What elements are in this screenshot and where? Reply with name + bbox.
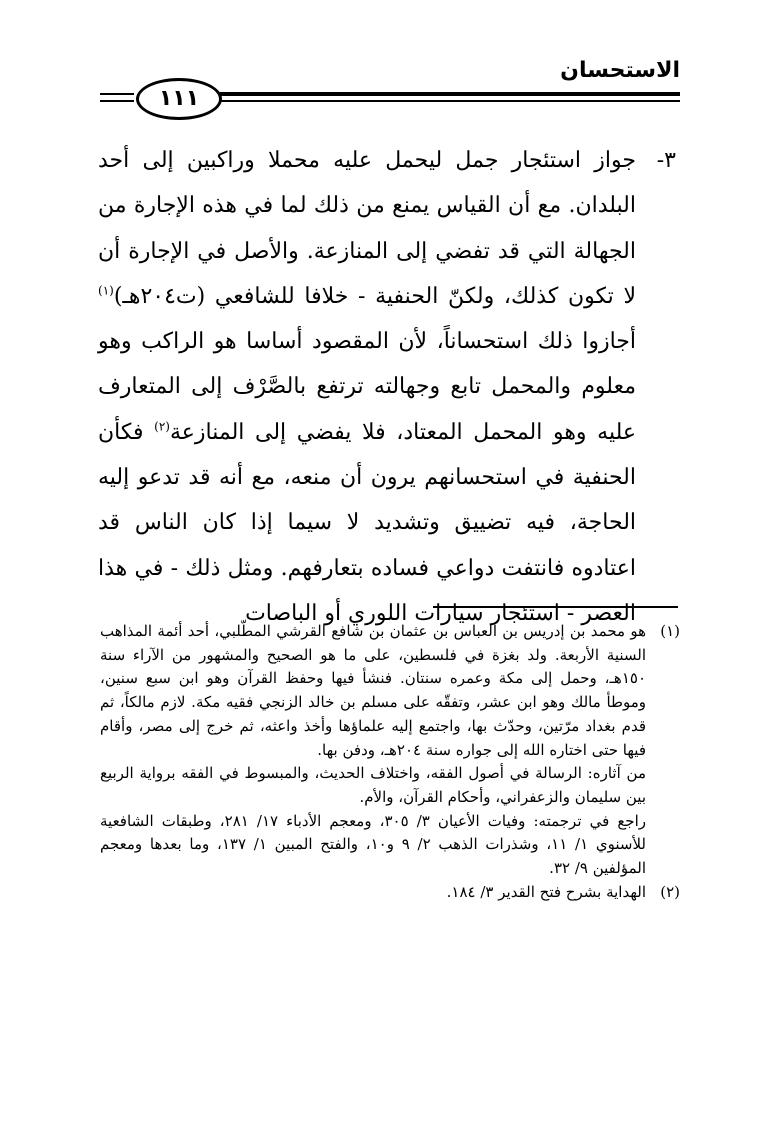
body-line: المنازعة	[169, 419, 245, 445]
footnote-number: (١)	[660, 622, 680, 640]
footnote-paragraph: من آثاره: الرسالة في أصول الفقه، واختلاف الحديث، والمبسوط في الفقه برواية الربيع بين سليمان والزعفراني، وأحكام القرآن، والأم.	[100, 764, 646, 806]
page-number: ١١١	[136, 78, 222, 120]
footnote-paragraph: هو محمد بن إدريس بن العباس بن عثمان بن شافع القرشي المطّلبي، أحد أئمة المذاهب السنية الأربعة. ولد بغزة في فلسطين، على ما هو الصحيح والمشهور من الآراء سنة ١٥٠هـ، وحمل إلى مكة وعمره سنتان. فنشأ فيها وحفظ القرآن وهو ابن سبع سنين، وموطأ مالك وهو ابن عشر، وتفقّه على مسلم بن خالد الزنجي فقيه مكة. لازم مالكاً، ثم قدم بغداد مرّتين، وحدّث بها، واجتمع إليه علماؤها وأخذ واعثه، ثم خرج إلى مصر، وأقام فيها حتى اختاره الله إلى جواره سنة ٢٠٤هـ، ودفن بها.	[100, 622, 646, 759]
body-line: الناس قد اعتادوه فانتفت دواعي فساده بتعارفهم. ومثل ذلك	[98, 510, 636, 581]
footnote-body	[100, 620, 646, 881]
body-line: أنه قد تدعو إليه الحاجة، فيه تضييق وتشديد لا سيما إذا كان	[98, 465, 637, 536]
running-title: الاستحسان	[560, 58, 680, 83]
list-item-number: ٣-	[656, 148, 676, 173]
footnote-ref-1[interactable]: (١)	[98, 283, 114, 298]
body-line: هو الراكب وهو معلوم والمحمل تابع وجهالته ترتفع بالصَّرْف	[98, 329, 636, 400]
footnote-1	[100, 620, 680, 881]
header-rule-thick	[170, 92, 680, 96]
footnote-separator	[433, 606, 678, 608]
body-line: إلى المتعارف عليه وهو المحمل المعتاد، فلا يفضي إلى	[98, 374, 637, 445]
body-line: لا تكون كذلك، ولكنّ الحنفية - خلافا للشافعي	[214, 283, 636, 309]
footnote-paragraph: الهداية بشرح فتح القدير ٣/ ١٨٤.	[446, 882, 646, 901]
page-number-ornament	[100, 93, 134, 107]
body-line: الجهالة التي قد تفضي إلى المنازعة. والأصل في الإجارة أن	[98, 238, 636, 264]
footnote-paragraph: راجع في ترجمته: وفيات الأعيان ٣/ ٣٠٥، ومعجم الأدباء ١٧/ ٢٨١، وطبقات الشافعية للأسنوي ١/ ١١، وشذرات الذهب ٢/ ٩ و١٠، والفتح المبين ١/ ١٣٧، وما بعدها ومعجم المؤلفين ٩/ ٣٢.	[100, 811, 646, 878]
body-line: جواز استئجار جمل ليحمل عليه محملا وراكبين إلى أحد	[98, 148, 636, 173]
header-rule-thin	[170, 100, 680, 102]
page-header	[100, 58, 680, 110]
main-body-text	[98, 138, 636, 636]
body-line: البلدان. مع أن القياس يمنع من ذلك لما في هذه الإجارة من	[98, 193, 636, 219]
body-line: - في هذا العصر - استئجار سيارات اللوري أو الباصات	[98, 555, 636, 626]
footnote-2	[100, 881, 680, 905]
body-line: (ت٢٠٤هـ)	[113, 283, 206, 309]
footnote-ref-2[interactable]: (٢)	[154, 419, 170, 434]
footnotes	[100, 620, 680, 904]
body-line: فكأن الحنفية في استحسانهم يرون أن منعه، مع	[98, 419, 636, 491]
body-line: أجازوا ذلك استحساناً، لأن المقصود أساسا	[246, 329, 637, 355]
footnote-number: (٢)	[660, 882, 680, 901]
footnote-body	[100, 881, 646, 905]
